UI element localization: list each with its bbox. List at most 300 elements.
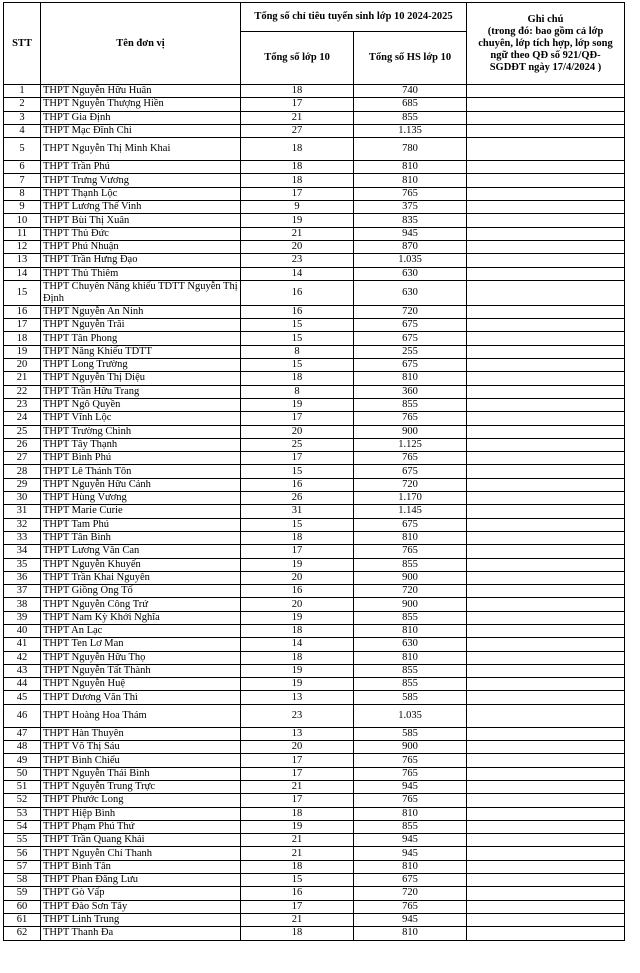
row-total-classes: 19 (241, 664, 354, 677)
header-stt: STT (4, 3, 41, 85)
table-row (4, 214, 625, 227)
row-note (467, 664, 625, 677)
row-unit-name: THPT Bùi Thị Xuân (41, 214, 241, 227)
row-stt: 34 (4, 545, 41, 558)
row-stt: 49 (4, 754, 41, 767)
header-note-body: (trong đó: bao gồm cả lớp chuyên, lớp tích hợp, lớp song ngữ theo QĐ số 921/QĐ-SGDĐT ngày 17/4/2024 ) (478, 25, 613, 73)
row-total-classes: 20 (241, 571, 354, 584)
row-stt: 35 (4, 558, 41, 571)
row-unit-name: THPT Nguyễn Tất Thành (41, 664, 241, 677)
row-unit-name: THPT Lương Văn Can (41, 545, 241, 558)
row-total-students: 630 (354, 638, 467, 651)
row-stt: 10 (4, 214, 41, 227)
table-row (4, 741, 625, 754)
row-stt: 37 (4, 585, 41, 598)
row-note (467, 305, 625, 318)
row-note (467, 807, 625, 820)
table-row (4, 887, 625, 900)
row-stt: 41 (4, 638, 41, 651)
row-total-classes: 15 (241, 319, 354, 332)
row-unit-name: THPT Thủ Thiêm (41, 267, 241, 280)
row-total-classes: 15 (241, 874, 354, 887)
row-total-students: 835 (354, 214, 467, 227)
row-total-classes: 8 (241, 345, 354, 358)
row-unit-name: THPT Bình Phú (41, 452, 241, 465)
row-total-students: 810 (354, 624, 467, 637)
row-total-students: 630 (354, 280, 467, 305)
row-note (467, 505, 625, 518)
table-row (4, 754, 625, 767)
table-row (4, 545, 625, 558)
row-total-students: 810 (354, 651, 467, 664)
row-note (467, 558, 625, 571)
row-note (467, 624, 625, 637)
row-total-classes: 25 (241, 438, 354, 451)
row-note (467, 492, 625, 505)
row-unit-name: THPT Trần Hữu Trang (41, 385, 241, 398)
row-note (467, 124, 625, 137)
row-total-students: 900 (354, 741, 467, 754)
row-note (467, 372, 625, 385)
row-total-students: 900 (354, 598, 467, 611)
table-row (4, 254, 625, 267)
row-note (467, 267, 625, 280)
row-unit-name: THPT An Lạc (41, 624, 241, 637)
row-unit-name: THPT Tam Phú (41, 518, 241, 531)
row-total-students: 855 (354, 111, 467, 124)
row-total-classes: 18 (241, 138, 354, 161)
row-note (467, 860, 625, 873)
row-stt: 12 (4, 240, 41, 253)
row-note (467, 98, 625, 111)
row-unit-name: THPT Phạm Phú Thứ (41, 820, 241, 833)
row-total-classes: 19 (241, 558, 354, 571)
row-total-classes: 23 (241, 254, 354, 267)
row-total-classes: 15 (241, 332, 354, 345)
row-stt: 16 (4, 305, 41, 318)
table-row (4, 585, 625, 598)
table-row (4, 452, 625, 465)
table-row (4, 638, 625, 651)
table-row (4, 860, 625, 873)
row-unit-name: THPT Nguyễn Chí Thanh (41, 847, 241, 860)
row-total-students: 585 (354, 727, 467, 740)
row-total-classes: 21 (241, 834, 354, 847)
table-body (4, 85, 625, 941)
row-stt: 60 (4, 900, 41, 913)
row-stt: 30 (4, 492, 41, 505)
table-row (4, 187, 625, 200)
header-total-classes: Tổng số lớp 10 (241, 32, 354, 85)
row-total-students: 1.135 (354, 124, 467, 137)
table-row (4, 900, 625, 913)
row-total-students: 1.125 (354, 438, 467, 451)
row-total-students: 810 (354, 807, 467, 820)
table-row (4, 478, 625, 491)
row-unit-name: THPT Trường Chinh (41, 425, 241, 438)
table-row (4, 332, 625, 345)
table-row (4, 927, 625, 940)
row-stt: 14 (4, 267, 41, 280)
row-stt: 50 (4, 767, 41, 780)
row-note (467, 727, 625, 740)
row-unit-name: THPT Gia Định (41, 111, 241, 124)
table-row (4, 794, 625, 807)
row-total-classes: 17 (241, 900, 354, 913)
row-stt: 45 (4, 691, 41, 704)
row-total-classes: 18 (241, 860, 354, 873)
row-note (467, 452, 625, 465)
row-total-classes: 21 (241, 780, 354, 793)
row-stt: 61 (4, 913, 41, 926)
table-row (4, 267, 625, 280)
table-row (4, 678, 625, 691)
row-note (467, 85, 625, 98)
row-total-students: 675 (354, 518, 467, 531)
row-stt: 31 (4, 505, 41, 518)
row-note (467, 478, 625, 491)
row-total-students: 810 (354, 531, 467, 544)
row-total-students: 765 (354, 767, 467, 780)
row-total-classes: 21 (241, 111, 354, 124)
row-unit-name: THPT Phước Long (41, 794, 241, 807)
row-note (467, 280, 625, 305)
row-stt: 48 (4, 741, 41, 754)
row-note (467, 319, 625, 332)
table-row (4, 201, 625, 214)
row-unit-name: THPT Lương Thế Vinh (41, 201, 241, 214)
row-unit-name: THPT Gò Vấp (41, 887, 241, 900)
row-unit-name: THPT Tân Phong (41, 332, 241, 345)
table-row (4, 124, 625, 137)
row-total-classes: 19 (241, 678, 354, 691)
row-total-classes: 16 (241, 478, 354, 491)
table-row (4, 834, 625, 847)
row-stt: 43 (4, 664, 41, 677)
row-unit-name: THPT Nguyễn Trãi (41, 319, 241, 332)
header-note-title: Ghi chú (527, 13, 564, 25)
row-total-classes: 16 (241, 887, 354, 900)
row-total-students: 855 (354, 558, 467, 571)
table-row (4, 518, 625, 531)
row-total-classes: 9 (241, 201, 354, 214)
row-unit-name: THPT Nguyễn Hữu Thọ (41, 651, 241, 664)
row-total-students: 855 (354, 678, 467, 691)
row-unit-name: THPT Chuyên Năng khiếu TDTT Nguyễn Thị Định (41, 280, 241, 305)
row-stt: 54 (4, 820, 41, 833)
row-total-students: 720 (354, 305, 467, 318)
row-total-students: 855 (354, 664, 467, 677)
row-stt: 24 (4, 412, 41, 425)
row-total-students: 685 (354, 98, 467, 111)
table-row (4, 111, 625, 124)
row-total-students: 675 (354, 359, 467, 372)
table-row (4, 98, 625, 111)
row-stt: 5 (4, 138, 41, 161)
row-unit-name: THPT Ten Lơ Man (41, 638, 241, 651)
row-unit-name: THPT Nguyễn Công Trứ (41, 598, 241, 611)
row-total-classes: 18 (241, 372, 354, 385)
row-stt: 52 (4, 794, 41, 807)
row-total-classes: 20 (241, 240, 354, 253)
table-row (4, 664, 625, 677)
row-note (467, 887, 625, 900)
row-stt: 1 (4, 85, 41, 98)
row-note (467, 741, 625, 754)
table-row (4, 319, 625, 332)
row-total-students: 675 (354, 874, 467, 887)
row-unit-name: THPT Trần Quang Khải (41, 834, 241, 847)
row-unit-name: THPT Nguyễn Hữu Cảnh (41, 478, 241, 491)
row-stt: 20 (4, 359, 41, 372)
row-total-classes: 23 (241, 704, 354, 727)
header-quota-group: Tổng số chỉ tiêu tuyển sinh lớp 10 2024-2025 (241, 3, 467, 32)
row-note (467, 111, 625, 124)
row-note (467, 465, 625, 478)
row-note (467, 571, 625, 584)
row-total-students: 765 (354, 412, 467, 425)
table-row (4, 412, 625, 425)
row-unit-name: THPT Trần Khai Nguyên (41, 571, 241, 584)
row-stt: 2 (4, 98, 41, 111)
row-note (467, 638, 625, 651)
table-row (4, 651, 625, 664)
row-total-students: 1.035 (354, 254, 467, 267)
row-total-students: 375 (354, 201, 467, 214)
row-stt: 18 (4, 332, 41, 345)
row-unit-name: THPT Đào Sơn Tây (41, 900, 241, 913)
row-stt: 32 (4, 518, 41, 531)
row-total-students: 765 (354, 900, 467, 913)
header-total-students: Tổng số HS lớp 10 (354, 32, 467, 85)
row-total-classes: 15 (241, 465, 354, 478)
row-total-classes: 18 (241, 174, 354, 187)
row-note (467, 138, 625, 161)
row-total-classes: 13 (241, 727, 354, 740)
row-unit-name: THPT Nguyễn Hữu Huân (41, 85, 241, 98)
row-unit-name: THPT Nguyễn Thị Minh Khai (41, 138, 241, 161)
table-row (4, 161, 625, 174)
row-stt: 19 (4, 345, 41, 358)
row-total-students: 945 (354, 834, 467, 847)
row-total-students: 810 (354, 174, 467, 187)
table-row (4, 345, 625, 358)
row-stt: 39 (4, 611, 41, 624)
row-total-students: 810 (354, 860, 467, 873)
row-total-classes: 31 (241, 505, 354, 518)
row-total-classes: 14 (241, 638, 354, 651)
row-stt: 36 (4, 571, 41, 584)
table-row (4, 807, 625, 820)
table-row (4, 174, 625, 187)
table-row (4, 531, 625, 544)
row-stt: 13 (4, 254, 41, 267)
row-unit-name: THPT Trưng Vương (41, 174, 241, 187)
row-total-students: 585 (354, 691, 467, 704)
row-total-students: 630 (354, 267, 467, 280)
row-unit-name: THPT Thạnh Lộc (41, 187, 241, 200)
row-total-students: 765 (354, 187, 467, 200)
table-row (4, 240, 625, 253)
row-note (467, 794, 625, 807)
row-total-classes: 17 (241, 98, 354, 111)
row-total-classes: 17 (241, 767, 354, 780)
row-total-students: 1.145 (354, 505, 467, 518)
row-total-classes: 18 (241, 161, 354, 174)
row-note (467, 214, 625, 227)
row-unit-name: THPT Bình Chiểu (41, 754, 241, 767)
row-total-students: 945 (354, 847, 467, 860)
table-row (4, 505, 625, 518)
row-total-classes: 19 (241, 214, 354, 227)
row-note (467, 254, 625, 267)
row-note (467, 820, 625, 833)
row-total-classes: 18 (241, 807, 354, 820)
row-unit-name: THPT Lê Thánh Tôn (41, 465, 241, 478)
row-unit-name: THPT Hùng Vương (41, 492, 241, 505)
table-row (4, 138, 625, 161)
row-total-students: 870 (354, 240, 467, 253)
row-unit-name: THPT Nguyễn Thái Bình (41, 767, 241, 780)
row-stt: 4 (4, 124, 41, 137)
row-stt: 42 (4, 651, 41, 664)
row-note (467, 780, 625, 793)
row-note (467, 227, 625, 240)
row-unit-name: THPT Phan Đăng Lưu (41, 874, 241, 887)
row-note (467, 651, 625, 664)
row-total-classes: 13 (241, 691, 354, 704)
row-total-students: 855 (354, 820, 467, 833)
row-unit-name: THPT Nguyễn Thượng Hiền (41, 98, 241, 111)
row-total-students: 1.035 (354, 704, 467, 727)
row-note (467, 678, 625, 691)
row-total-classes: 14 (241, 267, 354, 280)
row-total-students: 780 (354, 138, 467, 161)
row-note (467, 174, 625, 187)
table-row (4, 913, 625, 926)
row-stt: 46 (4, 704, 41, 727)
row-total-students: 1.170 (354, 492, 467, 505)
row-stt: 17 (4, 319, 41, 332)
row-unit-name: THPT Bình Tân (41, 860, 241, 873)
row-note (467, 691, 625, 704)
row-total-classes: 21 (241, 913, 354, 926)
table-row (4, 874, 625, 887)
row-total-students: 765 (354, 794, 467, 807)
row-unit-name: THPT Mạc Đĩnh Chi (41, 124, 241, 137)
row-total-students: 855 (354, 611, 467, 624)
table-row (4, 280, 625, 305)
row-total-students: 945 (354, 780, 467, 793)
table-row (4, 425, 625, 438)
row-total-classes: 16 (241, 305, 354, 318)
row-total-classes: 19 (241, 398, 354, 411)
row-total-students: 740 (354, 85, 467, 98)
row-stt: 21 (4, 372, 41, 385)
table-row (4, 611, 625, 624)
table-row (4, 558, 625, 571)
row-total-classes: 16 (241, 585, 354, 598)
table-row (4, 492, 625, 505)
row-note (467, 598, 625, 611)
row-total-classes: 19 (241, 611, 354, 624)
row-note (467, 531, 625, 544)
row-stt: 38 (4, 598, 41, 611)
row-unit-name: THPT Long Trường (41, 359, 241, 372)
table-row (4, 359, 625, 372)
row-total-students: 675 (354, 319, 467, 332)
row-unit-name: THPT Linh Trung (41, 913, 241, 926)
row-stt: 23 (4, 398, 41, 411)
row-total-classes: 17 (241, 187, 354, 200)
row-stt: 11 (4, 227, 41, 240)
row-unit-name: THPT Vĩnh Lộc (41, 412, 241, 425)
row-stt: 56 (4, 847, 41, 860)
row-note (467, 874, 625, 887)
table-row (4, 438, 625, 451)
row-unit-name: THPT Marie Curie (41, 505, 241, 518)
row-stt: 26 (4, 438, 41, 451)
row-total-students: 360 (354, 385, 467, 398)
row-stt: 40 (4, 624, 41, 637)
table-row (4, 227, 625, 240)
table-row (4, 704, 625, 727)
row-stt: 44 (4, 678, 41, 691)
row-total-classes: 17 (241, 452, 354, 465)
row-total-students: 765 (354, 545, 467, 558)
row-total-classes: 20 (241, 598, 354, 611)
row-note (467, 332, 625, 345)
row-stt: 9 (4, 201, 41, 214)
row-note (467, 425, 625, 438)
row-total-classes: 18 (241, 85, 354, 98)
row-total-classes: 17 (241, 794, 354, 807)
table-row (4, 820, 625, 833)
row-total-classes: 20 (241, 425, 354, 438)
row-unit-name: THPT Thanh Đa (41, 927, 241, 940)
row-total-classes: 15 (241, 359, 354, 372)
table-row (4, 727, 625, 740)
row-stt: 27 (4, 452, 41, 465)
table-row (4, 85, 625, 98)
row-note (467, 900, 625, 913)
row-total-classes: 15 (241, 518, 354, 531)
row-total-classes: 27 (241, 124, 354, 137)
row-unit-name: THPT Nguyễn Huệ (41, 678, 241, 691)
row-total-classes: 20 (241, 741, 354, 754)
row-unit-name: THPT Giồng Ông Tố (41, 585, 241, 598)
row-note (467, 345, 625, 358)
row-total-classes: 19 (241, 820, 354, 833)
row-stt: 7 (4, 174, 41, 187)
row-unit-name: THPT Năng Khiếu TDTT (41, 345, 241, 358)
row-note (467, 187, 625, 200)
row-note (467, 913, 625, 926)
row-note (467, 412, 625, 425)
table-row (4, 767, 625, 780)
row-total-classes: 26 (241, 492, 354, 505)
row-unit-name: THPT Võ Thị Sáu (41, 741, 241, 754)
row-note (467, 754, 625, 767)
row-stt: 15 (4, 280, 41, 305)
row-unit-name: THPT Phú Nhuận (41, 240, 241, 253)
table-row (4, 372, 625, 385)
table-row (4, 465, 625, 478)
row-unit-name: THPT Hoàng Hoa Thám (41, 704, 241, 727)
row-total-classes: 18 (241, 651, 354, 664)
row-stt: 28 (4, 465, 41, 478)
table-row (4, 398, 625, 411)
